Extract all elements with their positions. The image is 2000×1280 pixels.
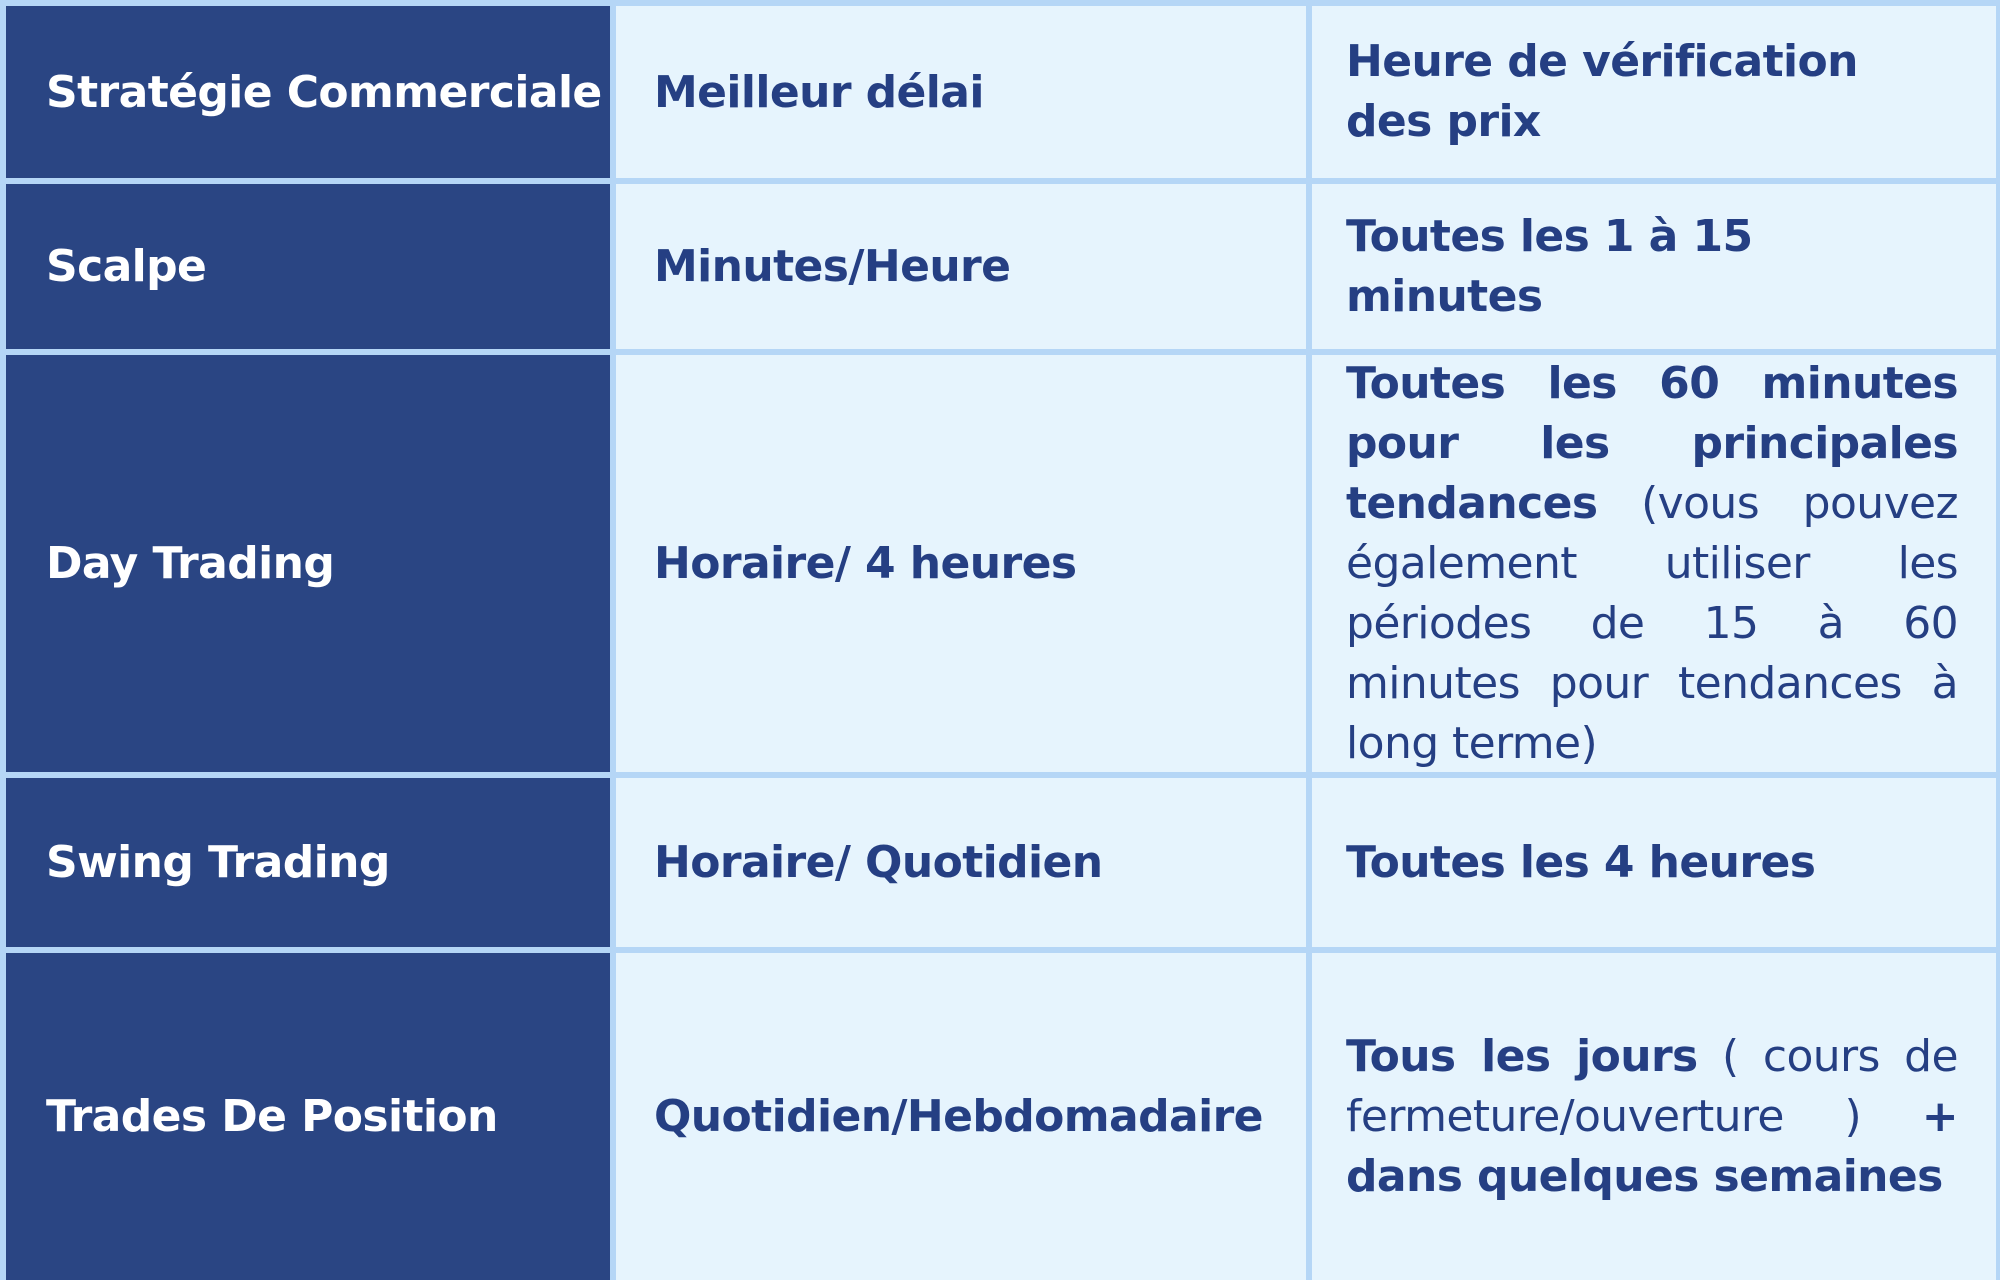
row-check-time-text	[1346, 833, 1958, 893]
header-timeframe-label: Meilleur délai	[654, 66, 984, 118]
header-timeframe-cell	[616, 6, 1306, 178]
row-check-time-cell	[1312, 778, 1996, 947]
row-check-time-bold: Toutes les 60 minutes pour les principales tendances	[1346, 357, 1958, 529]
row-check-time-text	[1346, 1027, 1958, 1207]
row-timeframe-cell	[616, 953, 1306, 1280]
row-strategy-label: Swing Trading	[46, 837, 390, 888]
row-check-time-text	[1346, 355, 1958, 772]
row-strategy-cell	[6, 184, 610, 349]
row-timeframe-cell	[616, 778, 1306, 947]
row-check-time-bold: Toutes les 1 à 15 minutes	[1346, 210, 1753, 322]
row-check-time-cell	[1312, 953, 1996, 1280]
row-strategy-cell	[6, 953, 610, 1280]
header-check-time-cell	[1312, 6, 1996, 178]
row-strategy-label: Day Trading	[46, 538, 335, 589]
row-check-time-bold-extra: + dans quelques semaines	[1346, 1090, 1958, 1202]
row-check-time-note: ( cours de fermeture/ouverture )	[1346, 1030, 1958, 1142]
row-check-time-cell	[1312, 184, 1996, 349]
row-check-time-text	[1346, 207, 1958, 327]
header-strategy-cell	[6, 6, 610, 178]
row-check-time-cell	[1312, 355, 1996, 772]
header-strategy-label: Stratégie Commerciale	[46, 66, 602, 118]
header-check-time-line1: Heure de vérification	[1346, 36, 1858, 87]
row-timeframe-label: Horaire/ Quotidien	[654, 837, 1103, 888]
row-strategy-label: Scalpe	[46, 241, 207, 292]
row-strategy-cell	[6, 355, 610, 772]
row-timeframe-label: Quotidien/Hebdomadaire	[654, 1091, 1263, 1142]
row-timeframe-cell	[616, 355, 1306, 772]
row-check-time-bold: Toutes les 4 heures	[1346, 836, 1816, 888]
row-timeframe-label: Minutes/Heure	[654, 241, 1011, 292]
header-check-time-line2: des prix	[1346, 96, 1541, 147]
row-check-time-note: (vous pouvez également utiliser les périodes de 15 à 60 minutes pour tendances à long terme)	[1346, 477, 1958, 769]
row-strategy-label: Trades De Position	[46, 1091, 498, 1142]
row-timeframe-label: Horaire/ 4 heures	[654, 538, 1077, 589]
row-strategy-cell	[6, 778, 610, 947]
header-check-time-label	[1346, 32, 1958, 152]
row-timeframe-cell	[616, 184, 1306, 349]
row-check-time-bold: Tous les jours	[1346, 1030, 1698, 1082]
